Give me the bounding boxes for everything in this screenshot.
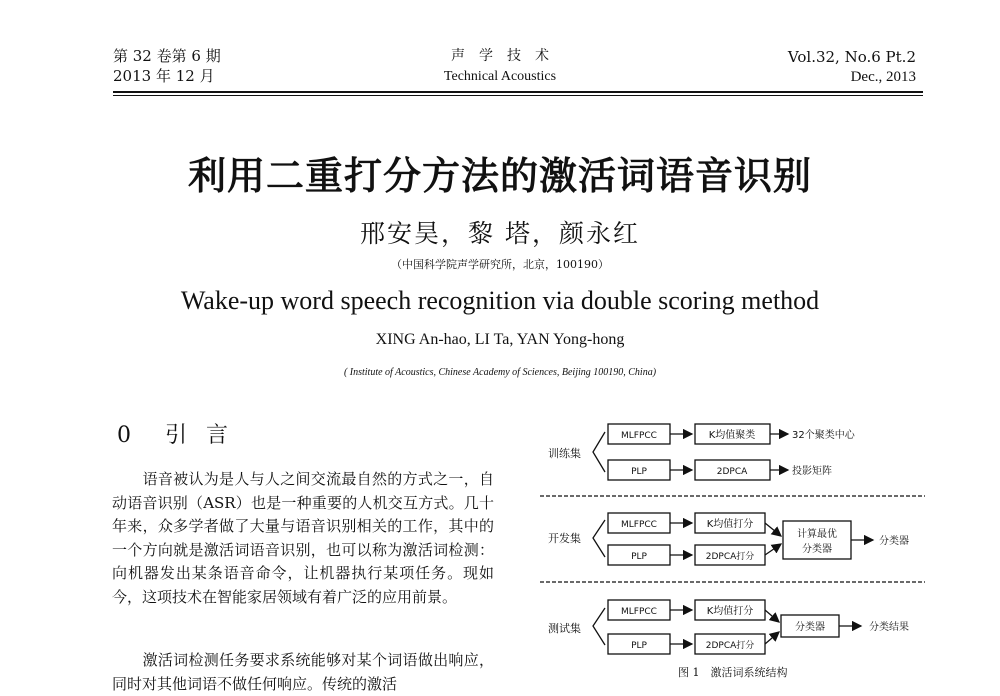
train-mlfpcc-label: MLFPCC [621,431,657,441]
header-journal-cn: 声 学 技 术 [451,48,549,64]
affiliation-cn: （中国科学院声学研究所，北京，100190） [391,258,609,271]
authors-en: XING An-hao, LI Ta, YAN Yong-hong [375,331,625,348]
section-heading: 0 引 言 [117,423,234,448]
paper-title-en: Wake-up word speech recognition via double scoring method [180,286,820,315]
test-merge-line-2 [765,632,779,644]
header-rule-thin [113,95,923,96]
dev-plp-label: PLP [631,552,647,562]
paper-title-cn: 利用二重打分方法的激活词语音识别 [187,154,812,198]
system-diagram [535,410,930,684]
test-2dpca-label: 2DPCA打分 [705,641,755,651]
body-paragraph-2: 激活词检测任务要求系统能够对某个词语做出响应，同时对其他词语不做任何响应。传统的激活 [112,651,494,693]
train-kmeans-label: K均值聚类 [708,430,756,441]
header-date-en: Dec., 2013 [850,69,916,85]
test-plp-label: PLP [631,641,647,651]
test-brace [593,608,605,645]
header-rule [113,91,923,93]
train-2dpca-label: 2DPCA [716,467,748,477]
header-volume-cn: 第 32 卷第 6 期 [113,47,221,65]
test-label: 测试集 [548,622,581,635]
dev-optimal-label-2: 分类器 [802,544,832,555]
dev-brace [593,520,605,557]
dev-classifier-output: 分类器 [879,536,909,547]
header-journal-en: Technical Acoustics [443,69,557,84]
dev-kmeans-label: K均值打分 [706,519,754,530]
train-projection-output: 投影矩阵 [792,466,832,477]
train-plp-label: PLP [631,467,647,477]
dev-merge-line-2 [765,544,781,555]
train-label: 训练集 [548,447,581,460]
affiliation-en: ( Institute of Acoustics, Chinese Academy of Sciences, Beijing 100190, China) [343,367,657,378]
train-centers-output: 32个聚类中心 [792,430,855,441]
figure-caption: 图 1 激活词系统结构 [678,666,788,679]
test-classifier-label: 分类器 [795,622,825,633]
dev-label: 开发集 [548,532,581,545]
dev-optimal-label-1: 计算最优 [797,529,837,540]
authors-cn: 邢安昊，黎 塔，颜永红 [360,219,640,248]
test-mlfpcc-label: MLFPCC [621,607,657,617]
test-merge-line-1 [765,610,779,622]
body-paragraph-1: 语音被认为是人与人之间交流最自然的方式之一，自动语音识别（ASR）也是一种重要的人机交互方式。几十年来，众多学者做了大量与语音识别相关的工作，其中的一个方向就是激活词语音识别，也可以称为激活词检测：向机器发出某条语音命令，让机器执行某项任务。现如今，这项技术在智能家居领域有着广泛的应用前景。 [112,470,494,606]
dev-merge-line-1 [765,523,781,536]
train-brace [593,432,605,472]
test-kmeans-label: K均值打分 [706,606,754,617]
header-volume-en: Vol.32, No.6 Pt.2 [787,48,916,66]
header-date-cn: 2013 年 12 月 [113,67,215,85]
dev-mlfpcc-label: MLFPCC [621,520,657,530]
test-result-output: 分类结果 [869,622,909,633]
dev-2dpca-label: 2DPCA打分 [705,552,755,562]
